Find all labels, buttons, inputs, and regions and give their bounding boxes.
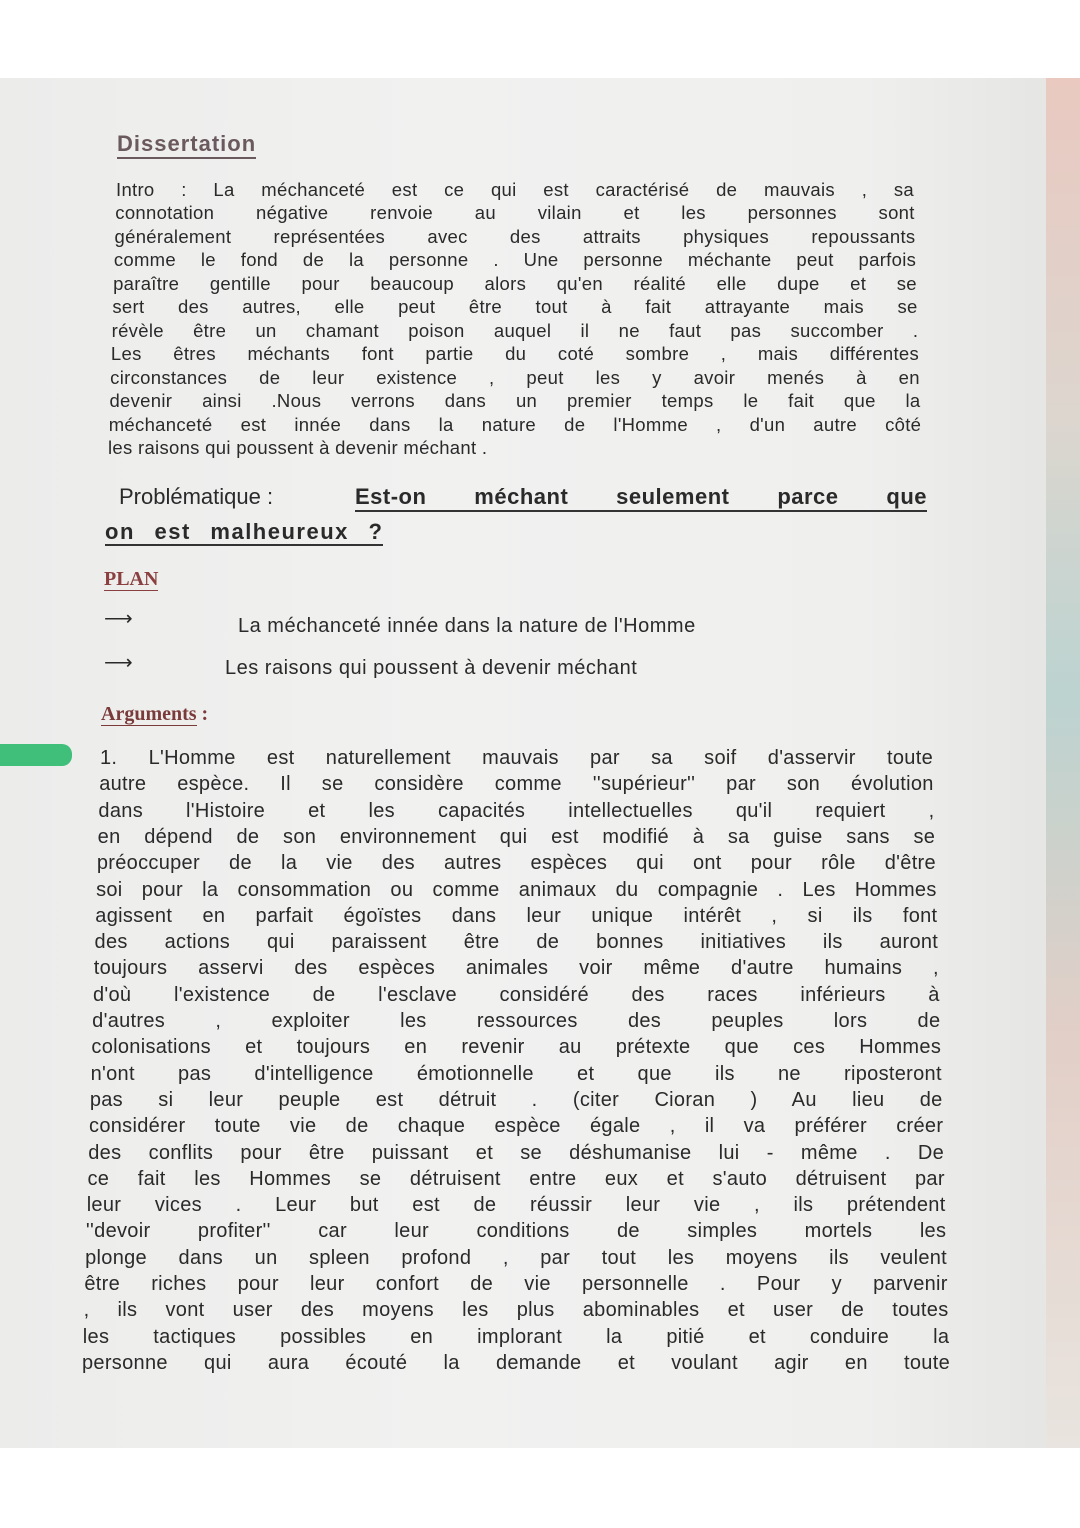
text-line: préoccuper de la vie des autres espèces qui ont pour rôle d'être (96, 852, 936, 875)
text-line: Les êtres méchants font partie du coté sombre , mais différentes (110, 343, 920, 365)
arguments-heading-text: Arguments (101, 703, 197, 725)
text-line: 1. L'Homme est naturellement mauvais par sa soif d'asservir toute (100, 747, 933, 769)
arrow-right-icon: ⟶ (104, 608, 133, 630)
text-line: pas si leur peuple est détruit . (citer Cioran ) Au lieu de (89, 1088, 943, 1111)
plan-item-2: Les raisons qui poussent à devenir méchant (225, 657, 638, 679)
text-line: plonge dans un spleen profond , par tout les moyens ils veulent (85, 1246, 948, 1269)
plan-heading: PLAN (104, 568, 159, 590)
arrow-right-icon: ⟶ (104, 652, 133, 674)
text-line: d'autres , exploiter les ressources des peuples lors de (92, 1010, 941, 1033)
text-line: Intro : La méchanceté est ce qui est caractérisé de mauvais , sa (116, 179, 914, 200)
problematique-question-2: on est malheureux ? (105, 519, 384, 544)
text-line: toujours asservi des espèces animales voir même d'autre humains , (93, 957, 939, 980)
text-line: agissent en parfait égoïstes dans leur unique intérêt , si ils font (95, 904, 938, 927)
problematique-label: Problématique : (119, 484, 274, 509)
text-line: connotation négative renvoie au vilain et les personnes sont (115, 202, 915, 224)
text-line: les tactiques possibles en implorant la pitié et conduire la (82, 1325, 950, 1348)
problematique-line-2 (105, 519, 383, 545)
plan-item-1: La méchanceté innée dans la nature de l'Homme (238, 615, 696, 637)
problematique-line-1 (119, 484, 929, 510)
text-line: dans l'Histoire et les capacités intellectuelles qu'il requiert , (98, 799, 935, 822)
text-line: , ils vont user des moyens les plus abominables et user de toutes (83, 1299, 949, 1322)
text-line: comme le fond de la personne . Une personne méchante peut parfois (113, 249, 917, 271)
text-line: généralement représentées avec des attraits physiques repoussants (114, 225, 916, 247)
text-line: colonisations et toujours en revenir au prétexte que ces Hommes (91, 1036, 942, 1059)
arguments-heading (101, 703, 208, 725)
text-line: n'ont pas d'intelligence émotionnelle et que ils ne riposteront (90, 1062, 942, 1085)
problematique-question-1: Est-on méchant seulement parce que (355, 484, 927, 512)
text-line: leur vices . Leur but est de réussir leur vie , ils prétendent (86, 1194, 946, 1217)
text-line: sert des autres, elle peut être tout à fait attrayante mais se (112, 296, 918, 318)
arguments-colon: : (201, 703, 209, 725)
text-line: paraître gentille pour beaucoup alors qu'en réalité elle dupe et se (113, 272, 917, 294)
paper-edge-background (1046, 78, 1080, 1448)
text-line: des conflits pour être puissant et se déshumanise lui - même . De (88, 1141, 945, 1164)
text-line: soi pour la consommation ou comme animaux du compagnie . Les Hommes (96, 878, 937, 901)
text-line: ce fait les Hommes se détruisent entre eux et s'auto détruisent par (87, 1167, 945, 1190)
text-line: autre espèce. Il se considère comme ''supérieur'' par son évolution (99, 773, 934, 796)
text-line: circonstances de leur existence , peut les y avoir menés à en (110, 366, 920, 388)
document-title: Dissertation (117, 131, 256, 159)
text-line: des actions qui paraissent être de bonnes initiatives ils auront (94, 931, 939, 954)
text-line: les raisons qui poussent à devenir méchant . (108, 437, 488, 458)
text-line: révèle être un chamant poison auquel il ne faut pas succomber . (111, 319, 919, 341)
text-line: ''devoir profiter'' car leur conditions de simples mortels les (85, 1220, 947, 1243)
text-line: considérer toute vie de chaque espèce égale , il va préférer créer (89, 1115, 944, 1138)
text-line: devenir ainsi .Nous verrons dans un premier temps le fait que la (109, 390, 921, 412)
text-line: en dépend de son environnement qui est modifié à sa guise sans se (97, 825, 936, 848)
text-line: d'où l'existence de l'esclave considéré des races inférieurs à (92, 983, 940, 1006)
green-highlighter-mark (0, 744, 72, 766)
text-line: méchanceté est innée dans la nature de l'Homme , d'un autre côté (108, 413, 922, 435)
text-line: être riches pour leur confort de vie personnelle . Pour y parvenir (84, 1273, 948, 1296)
text-line: personne qui aura écouté la demande et voulant agir en toute (82, 1352, 950, 1374)
